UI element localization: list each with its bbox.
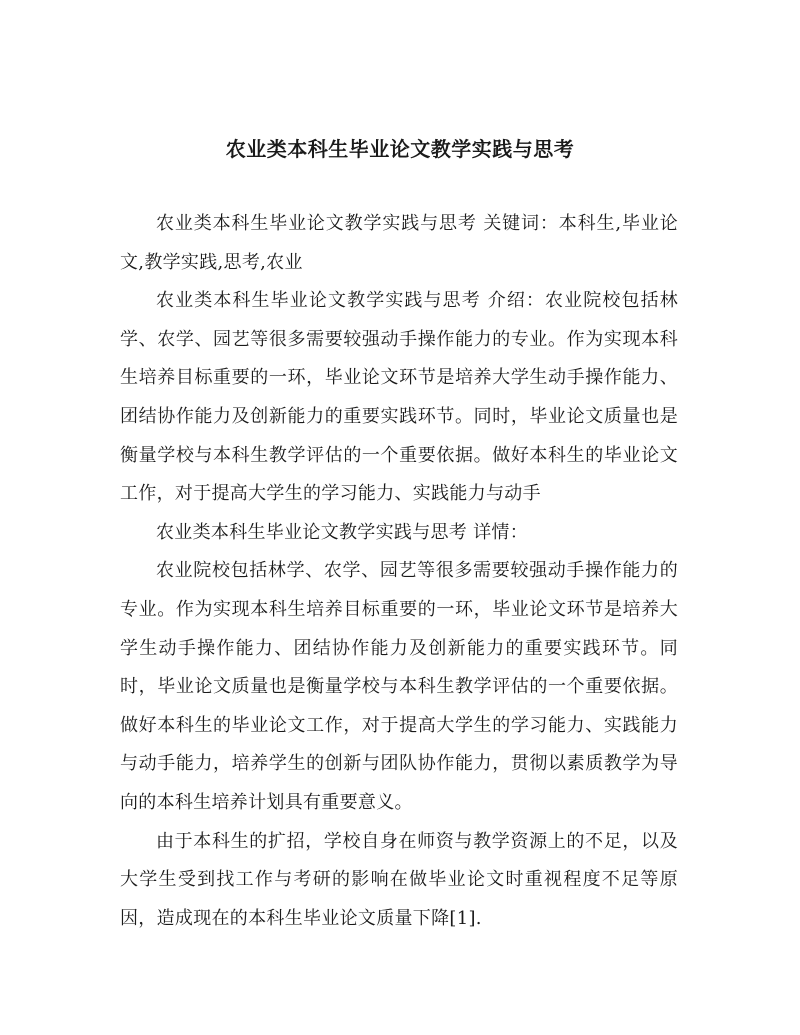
document-title: 农业类本科生毕业论文教学实践与思考 — [225, 137, 575, 161]
body-paragraph: 由于本科生的扩招，学校自身在师资与教学资源上的不足，以及大学生受到找工作与考研的影响在做毕业论文时重视程度不足等原因，造成现在的本科生毕业论文质量下降[1]. — [120, 830, 678, 929]
document-body — [120, 205, 678, 938]
details-heading-paragraph: 农业类本科生毕业论文教学实践与思考 详情： — [156, 521, 529, 543]
introduction-paragraph: 农业类本科生毕业论文教学实践与思考 介绍：农业院校包括林学、农学、园艺等很多需要较强动手操作能力的专业。作为实现本科生培养目标重要的一环，毕业论文环节是培养大学生动手操作能力、团结协作能力及创新能力的重要实践环节。同时，毕业论文质量也是衡量学校与本科生教学评估的一个重要依据。做好本科生的毕业论文工作，对于提高大学生的学习能力、实践能力与动手 — [120, 290, 678, 505]
keywords-paragraph: 农业类本科生毕业论文教学实践与思考 关键词：本科生,毕业论文,教学实践,思考,农业 — [120, 213, 678, 273]
body-paragraph: 农业院校包括林学、农学、园艺等很多需要较强动手操作能力的专业。作为实现本科生培养目标重要的一环，毕业论文环节是培养大学生动手操作能力、团结协作能力及创新能力的重要实践环节。同时，毕业论文质量也是衡量学校与本科生教学评估的一个重要依据。做好本科生的毕业论文工作，对于提高大学生的学习能力、实践能力与动手能力，培养学生的创新与团队协作能力，贯彻以素质教学为导向的本科生培养计划具有重要意义。 — [120, 560, 678, 813]
